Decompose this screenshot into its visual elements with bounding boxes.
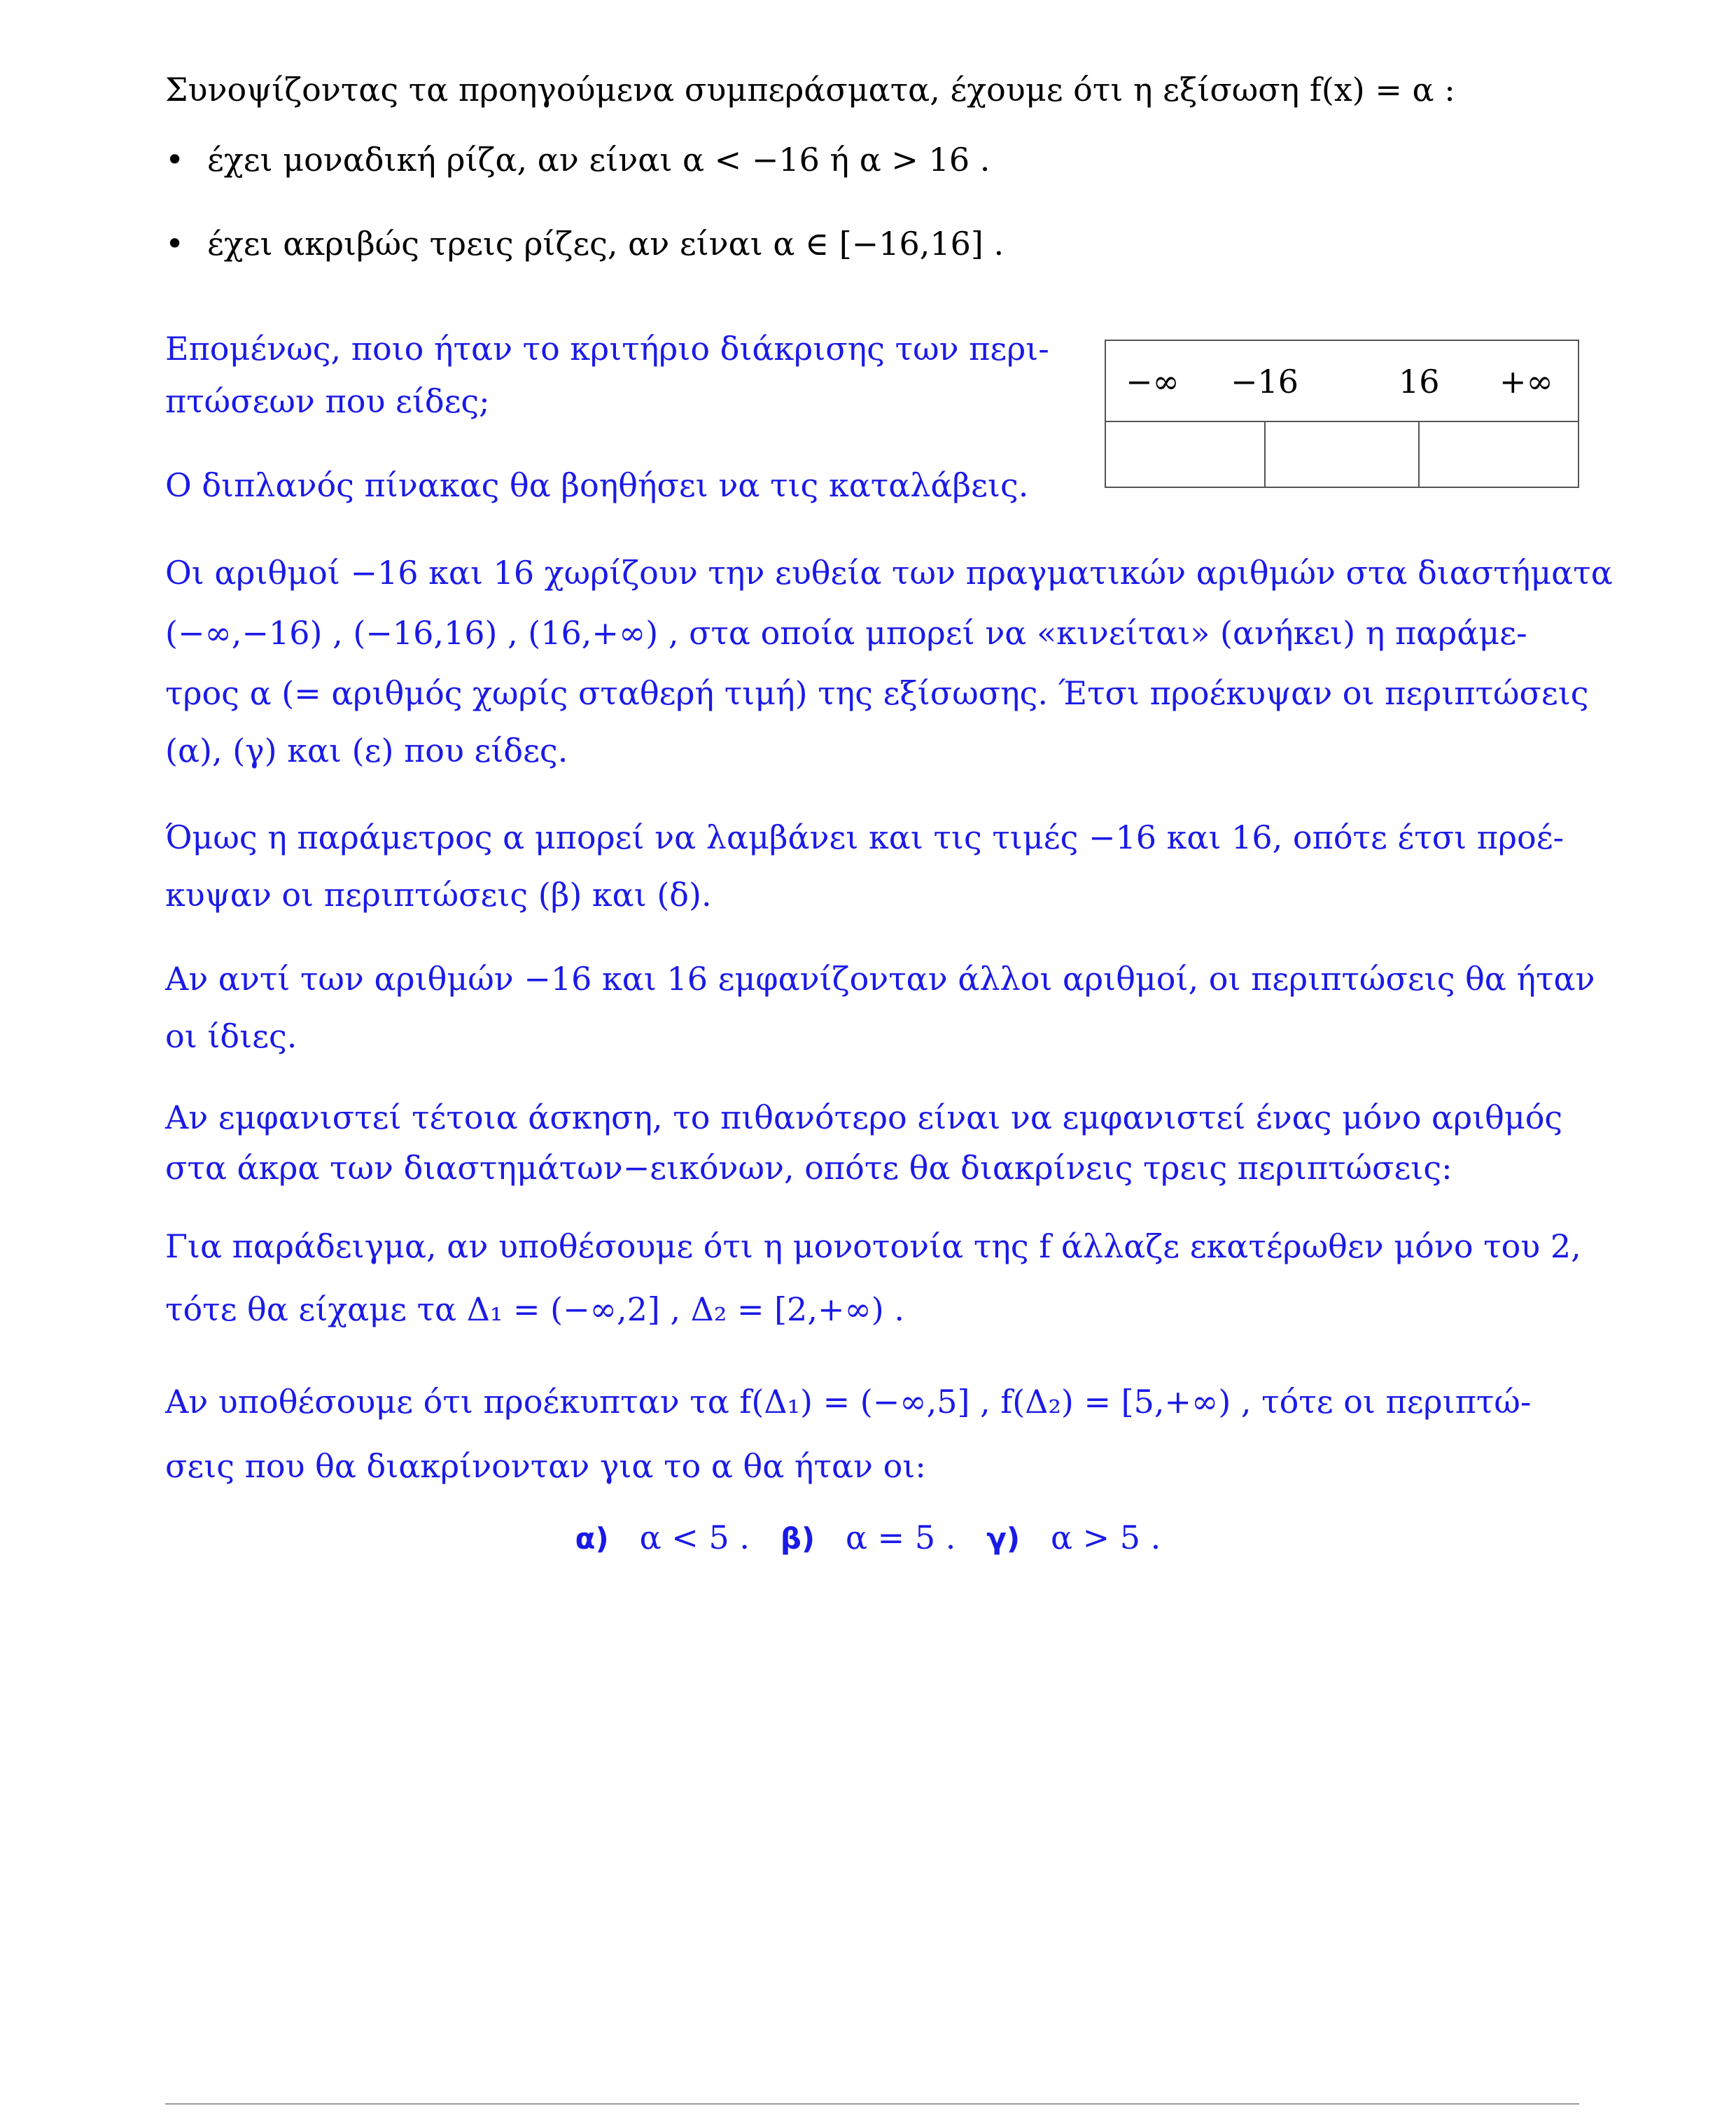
bullet-text: έχει μοναδική ρίζα, αν είναι α < −16 ή α > 16 .	[207, 141, 990, 179]
table-cell	[1420, 422, 1578, 487]
case-c-expr: α > 5 .	[1050, 1519, 1161, 1556]
case-a-label: α)	[575, 1521, 609, 1556]
question-line-1: Επομένως, ποιο ήταν το κριτήριο διάκρισης των περι-	[165, 330, 1049, 368]
paragraph-3-line: Αν αντί των αριθμών −16 και 16 εμφανίζονταν άλλοι αριθμοί, οι περιπτώσεις θα ήταν	[165, 960, 1595, 998]
bullet-item	[165, 140, 1425, 179]
cases-line	[0, 1518, 1736, 1558]
bullet-icon: •	[165, 141, 185, 179]
sign-table	[1105, 340, 1579, 488]
bullet-text: έχει ακριβώς τρεις ρίζες, αν είναι α ∈ [−16,16] .	[207, 225, 1004, 263]
summary-intro: Συνοψίζοντας τα προηγούμενα συμπεράσματα, έχουμε ότι η εξίσωση f(x) = α :	[165, 71, 1455, 109]
case-a-expr: α < 5 .	[639, 1519, 750, 1556]
paragraph-2-line: Όμως η παράμετρος α μπορεί να λαμβάνει και τις τιμές −16 και 16, οπότε έτσι προέ-	[165, 818, 1564, 856]
paragraph-5-line: τότε θα είχαμε τα Δ₁ = (−∞,2] , Δ₂ = [2,+∞) .	[165, 1290, 905, 1328]
paragraph-5-line: Για παράδειγμα, αν υποθέσουμε ότι η μονοτονία της f άλλαζε εκατέρωθεν μόνο του 2,	[165, 1227, 1581, 1265]
paragraph-1-line: Οι αριθμοί −16 και 16 χωρίζουν την ευθεία των πραγματικών αριθμών στα διαστήματα	[165, 554, 1613, 592]
table-header-neg-inf: −∞	[1126, 363, 1180, 400]
table-cell	[1266, 422, 1418, 487]
paragraph-2-line: κυψαν οι περιπτώσεις (β) και (δ).	[165, 876, 712, 914]
table-header-pos-inf: +∞	[1499, 363, 1553, 400]
paragraph-3-line: οι ίδιες.	[165, 1017, 298, 1055]
question-line-2: πτώσεων που είδες;	[165, 382, 490, 420]
paragraph-4-line: Αν εμφανιστεί τέτοια άσκηση, το πιθανότερο είναι να εμφανιστεί ένας μόνο αριθμός	[165, 1099, 1563, 1136]
table-cell	[1106, 422, 1264, 487]
paragraph-6-line: σεις που θα διακρίνονταν για το α θα ήταν οι:	[165, 1447, 926, 1485]
bullet-item	[165, 224, 1425, 263]
table-header-neg16: −16	[1231, 363, 1299, 400]
footer-divider	[165, 2103, 1579, 2105]
paragraph-6-line: Αν υποθέσουμε ότι προέκυπταν τα f(Δ₁) = (−∞,5] , f(Δ₂) = [5,+∞) , τότε οι περιπτώ-	[165, 1383, 1532, 1421]
table-header-16: 16	[1399, 363, 1440, 400]
paragraph-4-line: στα άκρα των διαστημάτων−εικόνων, οπότε θα διακρίνεις τρεις περιπτώσεις:	[165, 1149, 1452, 1187]
bullet-icon: •	[165, 225, 185, 263]
question-hint: Ο διπλανός πίνακας θα βοηθήσει να τις καταλάβεις.	[165, 466, 1029, 504]
case-b-label: β)	[780, 1521, 816, 1556]
paragraph-1-line: (α), (γ) και (ε) που είδες.	[165, 732, 568, 769]
paragraph-1-line: τρος α (= αριθμός χωρίς σταθερή τιμή) της εξίσωσης. Έτσι προέκυψαν οι περιπτώσεις	[165, 674, 1589, 712]
case-b-expr: α = 5 .	[846, 1519, 956, 1556]
sign-table-header	[1106, 341, 1578, 422]
case-c-label: γ)	[986, 1521, 1021, 1556]
paragraph-1-line: (−∞,−16) , (−16,16) , (16,+∞) , στα οποία μπορεί να «κινείται» (ανήκει) η παράμε-	[165, 614, 1527, 652]
